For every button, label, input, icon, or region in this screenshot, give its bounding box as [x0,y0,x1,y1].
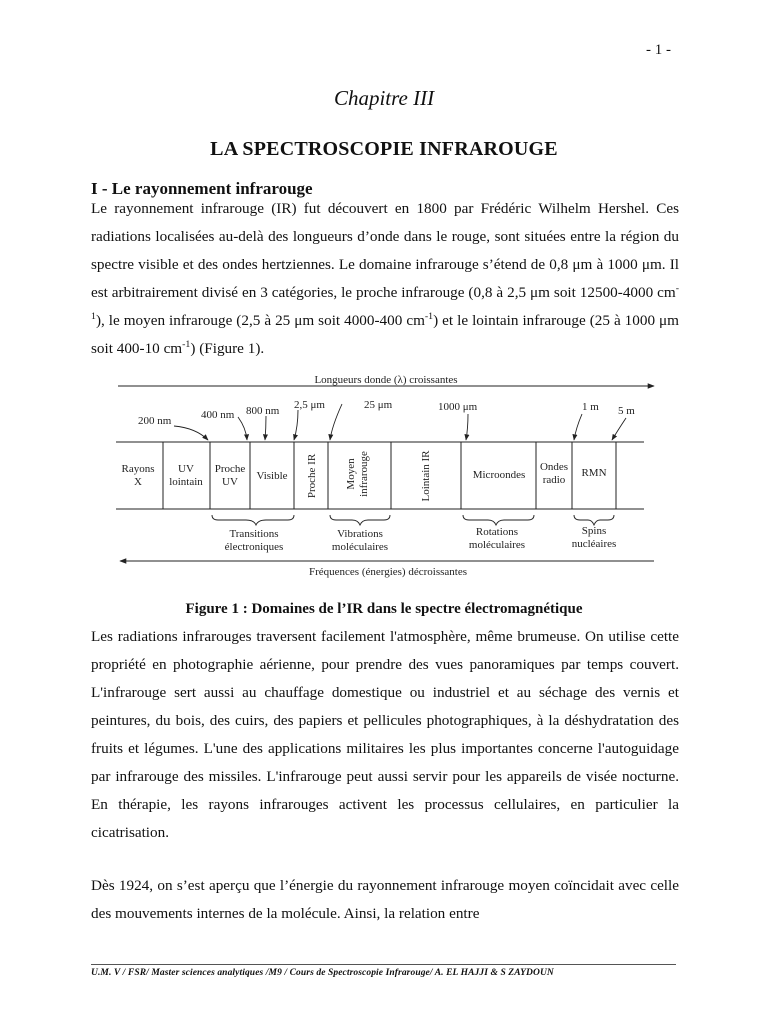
spins-nucleaires-2: nucléaires [571,538,617,550]
region-rmn: RMN [581,467,607,479]
top-axis-label: Longueurs donde (λ) croissantes [314,374,458,386]
region-ondes-radio-2: radio [542,474,566,486]
paragraph-intro: Le rayonnement infrarouge (IR) fut découvert en 1800 par Frédéric Wilhelm Hershel. Ces radiations localisées au-delà des longueurs d’onde dans le rouge, sont situées entre la région du spectre visible et des ondes hertziennes. Le domaine infrarouge s’étend de 0,8 μm à 1000 μm. Il est arbitrairement divisé en 3 catégories, le proche infrarouge (0,8 à 2,5 μm soit 12500-4000 $cm^{-1}$), le moyen infrarouge (2,5 à 25 μm soit 4000-400 $cm^{-1}$) et le lointain infrarouge (25 à 1000 μm soit 400-10 $cm^{-1}$) (Figure 1). [91,200,679,357]
wl-1m: 1 m [582,401,599,413]
vib-moleculaires-2: moléculaires [331,541,389,553]
region-microondes: Microondes [472,469,526,481]
paragraph-history: Dès 1924, on s’est aperçu que l’énergie du rayonnement infrarouge moyen coïncidait avec celle des mouvements internes de la molécule. Ainsi, la relation entre [91,877,679,922]
footer-divider [91,964,676,965]
page-title: LA SPECTROSCOPIE INFRAROUGE [210,138,558,160]
rot-moleculaires-1: Rotations [475,526,519,538]
section-title: I - Le rayonnement infrarouge [91,179,313,198]
region-uv-lointain-1: UV [178,463,194,475]
region-moyen-ir-2: infrarouge [358,451,370,497]
region-rayons-x-2: X [134,476,142,488]
wl-2-5um: 2,5 μm [294,399,325,411]
bottom-axis-label: Fréquences (énergies) décroissantes [308,566,468,578]
region-lointain-ir: Lointain IR [420,450,432,502]
transition-braces [212,515,616,553]
trans-electroniques-2: électroniques [224,541,284,553]
trans-electroniques-1: Transitions [229,528,279,540]
region-uv-lointain-2: lointain [169,476,203,488]
region-labels [122,450,607,502]
region-ondes-radio-1: Ondes [539,461,569,473]
page-number: - 1 - [646,42,671,58]
spins-nucleaires-1: Spins [581,525,607,537]
wl-400nm: 400 nm [201,409,235,421]
wl-1000um: 1000 μm [438,401,478,413]
paragraph-applications: Les radiations infrarouges traversent facilement l'atmosphère, même brumeuse. On utilise cette propriété en photographie aérienne, pour prendre des vues panoramiques par temps couvert. L'infrarouge sert aussi au chauffage domestique ou industriel et au séchage des vernis et peintures, du bois, des cuirs, des papiers et pellicules photographiques, à la déshydratation des fruits et légumes. L'une des applications militaires les plus importantes concerne l'autoguidage par infrarouge des missiles. L'infrarouge peut aussi servir pour les appareils de visée nocturne. En thérapie, les rayons infrarouges activent les processus cellulaires, en particulier la cicatrisation. [91,628,679,841]
region-proche-uv-1: Proche [214,463,246,475]
region-proche-uv-2: UV [222,476,238,488]
wl-800nm: 800 nm [246,405,280,417]
spectrum-figure [116,362,656,590]
wl-5m: 5 m [618,405,635,417]
region-rayons-x-1: Rayons [121,463,155,475]
page-footer: U.M. V / FSR/ Master sciences analytiques /M9 / Cours de Spectroscopie Infrarouge/ A. EL HAJJI & S ZAYDOUN [91,968,554,978]
wavelength-markers [138,399,635,440]
region-moyen-ir-1: Moyen [345,458,357,490]
region-visible: Visible [256,470,288,482]
rot-moleculaires-2: moléculaires [468,539,526,551]
figure-caption: Figure 1 : Domaines de l’IR dans le spectre électromagnétique [185,601,583,617]
wl-200nm: 200 nm [138,415,172,427]
wl-25um: 25 μm [364,399,393,411]
region-proche-ir: Proche IR [306,453,318,499]
vib-moleculaires-1: Vibrations [337,528,383,540]
chapter-heading: Chapitre III [333,86,435,110]
